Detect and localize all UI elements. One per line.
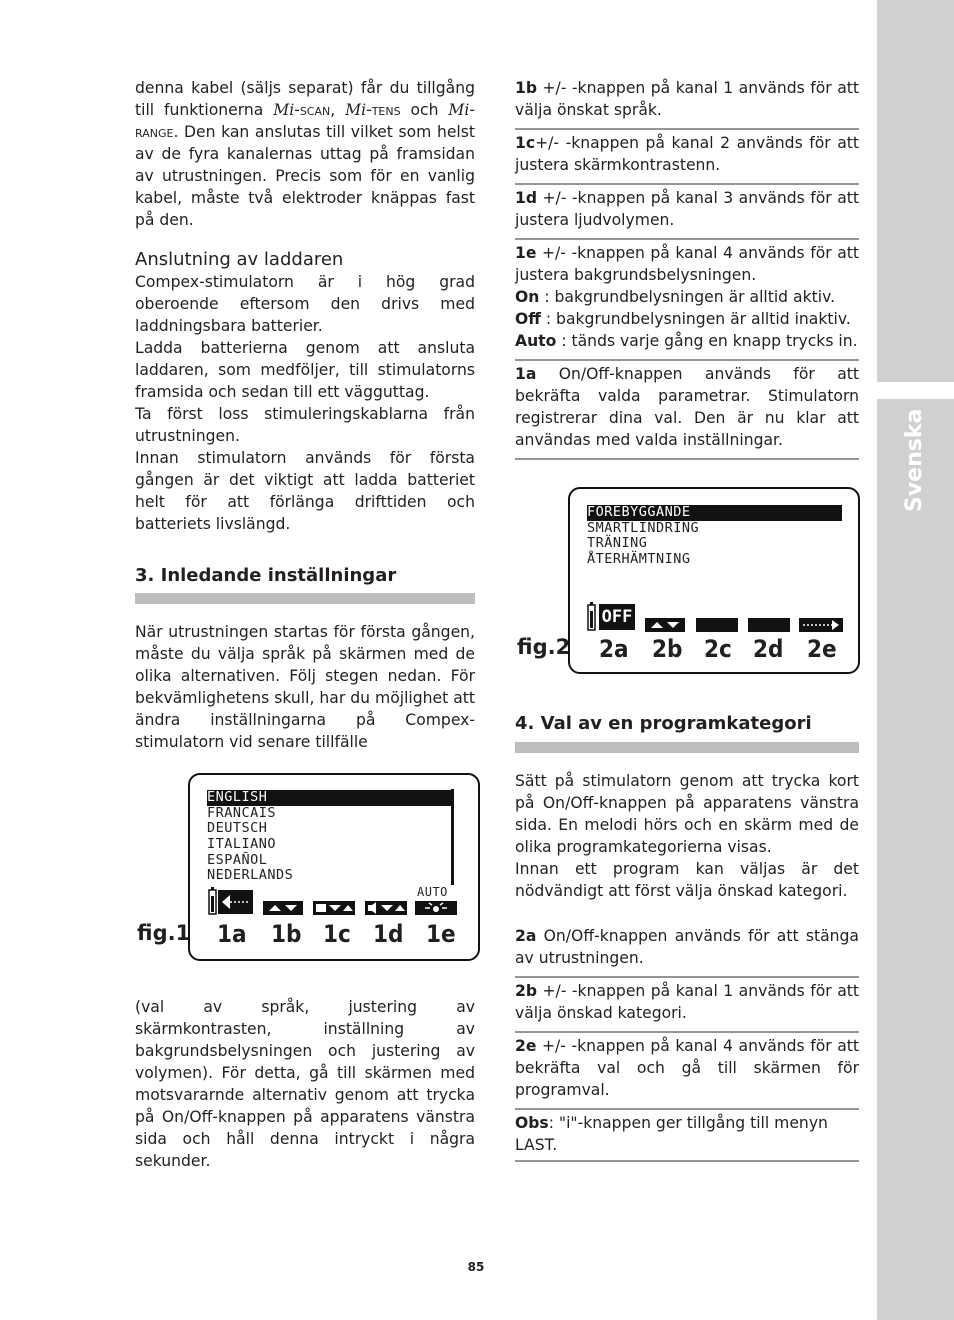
volume-icon xyxy=(365,901,407,915)
item-1c: 1c+/- -knappen på kanal 2 används för att justera skärmkontrastenn. xyxy=(515,128,859,183)
item-1e: 1e +/- -knappen på kanal 4 används för att justera bakgrundsbelysningen. On : bakgrundbelysningen är alltid aktiv. Off : bakgrundbelysningen är alltid inaktiv. Auto : tänds varje gång en knapp trycks in. xyxy=(515,238,859,359)
language-tab xyxy=(877,0,954,1320)
intro-paragraph: denna kabel (säljs separat) får du tillgång till funktionerna Mi-scan, Mi-tens och Mi-range. Den kan anslutas till vilket som helst av de fyra kanalernas uttag på framsidan av utrustningen. Precis som för en vanlig kabel, måste två elektroder knäppas fast på den. xyxy=(135,79,475,229)
auto-label: AUTO xyxy=(417,885,448,899)
right-column-lower xyxy=(515,713,859,1162)
backlight-icon xyxy=(415,901,457,915)
key-1a: 1a xyxy=(217,920,247,948)
key-2d: 2d xyxy=(753,635,784,663)
category-menu xyxy=(587,505,842,568)
section-4-heading: 4. Val av en programkategori xyxy=(515,713,812,734)
figure-2-label: fig.2 xyxy=(517,635,571,659)
item-1b: 1b +/- -knappen på kanal 1 används för att välja önskat språk. xyxy=(515,79,859,119)
language-menu xyxy=(207,790,451,884)
category-item: ÅTERHÄMTNING xyxy=(587,551,691,568)
language-item: NEDERLANDS xyxy=(207,867,294,884)
item-2e: 2e +/- -knappen på kanal 4 används för att bekräfta val och gå till skärmen för programval. xyxy=(515,1031,859,1108)
left-column xyxy=(135,77,475,753)
item-1d: 1d +/- -knappen på kanal 3 används för att justera ljudvolymen. xyxy=(515,183,859,238)
language-item: ITALIANO xyxy=(207,836,277,853)
section-4-paragraph-2: Innan ett program kan väljas är det nödvändigt att först välja önskad kategori. xyxy=(515,860,859,900)
language-item: ENGLISH xyxy=(207,790,451,806)
figure-1 xyxy=(135,773,480,963)
backlight-off: Off : bakgrundbelysningen är alltid inaktiv. xyxy=(515,310,851,328)
blank-key-2c xyxy=(696,618,738,632)
left-column-lower xyxy=(135,996,475,1172)
charger-paragraph-1: Compex-stimulatorn är i hög grad oberoende eftersom den drivs med laddningsbara batterier. xyxy=(135,273,475,335)
battery-back-icon xyxy=(208,887,254,915)
backlight-on: On : bakgrundbelysningen är alltid aktiv. xyxy=(515,288,836,306)
category-item: TRÄNING xyxy=(587,535,648,552)
figure-2 xyxy=(515,487,863,677)
key-2e: 2e xyxy=(807,635,837,663)
charger-paragraph-2: Ladda batterierna genom att ansluta laddaren, som medföljer, till stimulatorns framsida och sedan till ett vägguttag. xyxy=(135,339,475,401)
language-tab-label: Svenska xyxy=(902,408,927,512)
next-arrow-icon xyxy=(799,618,843,632)
tab-divider xyxy=(877,382,954,399)
category-item: SMARTLINDRING xyxy=(587,519,700,536)
blank-key-2d xyxy=(748,618,790,632)
section-3-heading: 3. Inledande inställningar xyxy=(135,565,397,586)
figure-1-label: fig.1 xyxy=(137,921,191,945)
charger-heading: Anslutning av laddaren xyxy=(135,249,344,270)
section-3-bar xyxy=(135,593,475,604)
backlight-auto: Auto : tänds varje gång en knapp trycks in. xyxy=(515,332,858,350)
key-1e: 1e xyxy=(426,920,456,948)
key-1c: 1c xyxy=(323,920,351,948)
off-text: OFF xyxy=(601,607,633,627)
contrast-icon xyxy=(313,901,355,915)
language-item: FRANCAIS xyxy=(207,804,277,821)
item-2b: 2b +/- -knappen på kanal 1 används för att välja önskad kategori. xyxy=(515,976,859,1031)
category-item: FÖREBYGGANDE xyxy=(587,505,842,521)
key-2c: 2c xyxy=(704,635,732,663)
up-down-icon xyxy=(263,901,303,915)
key-1d: 1d xyxy=(373,920,404,948)
scrollbar-icon xyxy=(451,789,454,885)
key-1b: 1b xyxy=(271,920,302,948)
language-item: ESPAÑOL xyxy=(207,851,268,868)
charger-paragraph-3: Ta först loss stimuleringskablarna från utrustningen. xyxy=(135,405,475,445)
charger-paragraph-4: Innan stimulatorn används för första gången är det viktigt att ladda batteriet helt för att förlänga drifttiden och batteriets livslängd. xyxy=(135,449,475,533)
obs-note: Obs: "i"-knappen ger tillgång till menyn LAST. xyxy=(515,1108,859,1162)
battery-icon xyxy=(587,601,597,631)
up-down-icon xyxy=(645,618,685,632)
key-2b: 2b xyxy=(652,635,683,663)
key-2a: 2a xyxy=(599,635,629,663)
after-figure-1-paragraph: (val av språk, justering av skärmkontrasten, inställning av bakgrundsbelysningen och justering av volymen). För detta, gå till skärmen med motsvararnde alternativ genom att trycka på On/Off-knappen på apparatens vänstra sida och håll denna intryckt i några sekunder. xyxy=(135,998,475,1170)
item-2a: 2a On/Off-knappen används för att stänga av utrustningen. xyxy=(515,927,859,967)
right-column xyxy=(515,77,859,460)
page-number: 85 xyxy=(467,1260,485,1274)
section-3-paragraph: När utrustningen startas för första gången, måste du välja språk på skärmen med de olika alternativen. Följ stegen nedan. För bekvämlighetens skull, har du möjlighet att ändra inställningarna på Compex-stimulatorn vid senare tillfälle xyxy=(135,623,475,751)
item-1a: 1a On/Off-knappen används för att bekräfta valda parametrar. Stimulatorn registrerar dina val. Den är nu klar att användas med valda inställningar. xyxy=(515,359,859,460)
language-item: DEUTSCH xyxy=(207,820,268,837)
section-4-paragraph-1: Sätt på stimulatorn genom att trycka kort på On/Off-knappen på apparatens vänstra sida. En melodi hörs och en skärm med de olika programkategorierna visas. xyxy=(515,772,859,856)
section-4-bar xyxy=(515,742,859,753)
